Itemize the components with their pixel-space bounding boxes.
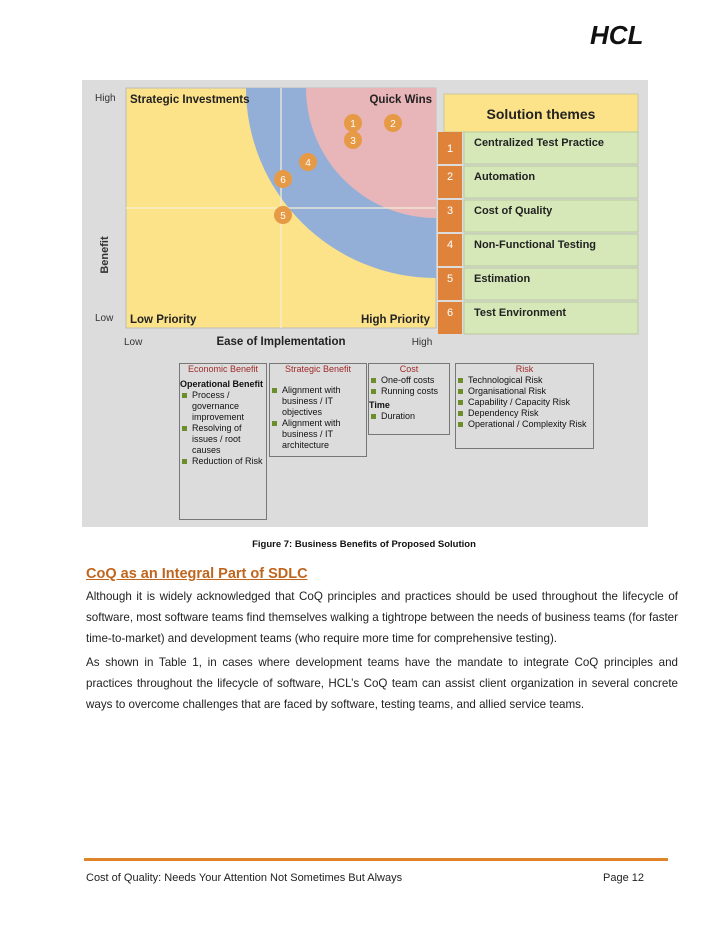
operational-benefit-label: Operational Benefit — [180, 379, 264, 389]
theme-row-4 — [438, 234, 638, 266]
svg-text:1: 1 — [446, 143, 454, 155]
list-item: Running costs — [369, 386, 449, 397]
list-item: Alignment with business / IT objectives — [270, 385, 366, 418]
svg-text:4: 4 — [446, 239, 454, 251]
list-item: Organisational Risk — [456, 386, 593, 397]
theme-row-1 — [438, 132, 638, 164]
business-benefits-figure — [82, 80, 648, 527]
svg-text:3: 3 — [350, 136, 356, 147]
svg-text:1: 1 — [350, 119, 356, 130]
list-item: Dependency Risk — [456, 408, 593, 419]
x-axis-title: Ease of Implementation — [216, 336, 346, 348]
risk-box — [455, 363, 594, 449]
svg-text:4: 4 — [305, 158, 311, 169]
y-axis-title: Benefit — [99, 236, 111, 274]
svg-text:Non-Functional Testing: Non-Functional Testing — [474, 239, 597, 251]
marker-3 — [344, 131, 362, 149]
marker-6 — [274, 170, 292, 188]
economic-benefit-title: Economic Benefit — [187, 364, 259, 374]
strategic-benefit-title: Strategic Benefit — [284, 364, 352, 374]
quadrant-quick-wins: Quick Wins — [369, 94, 432, 106]
marker-1 — [344, 114, 362, 132]
marker-5 — [274, 206, 292, 224]
figure-caption: Figure 7: Business Benefits of Proposed Solution — [252, 539, 476, 550]
footer-title: Cost of Quality: Needs Your Attention Not Sometimes But Always — [86, 872, 403, 884]
list-item: Capability / Capacity Risk — [456, 397, 593, 408]
quadrant-low-priority: Low Priority — [130, 314, 197, 326]
quadrant-strategic-investments: Strategic Investments — [130, 94, 250, 106]
themes-title: Solution themes — [486, 106, 596, 122]
quadrant-high-priority: High Priority — [360, 314, 430, 326]
list-item: Duration — [369, 411, 449, 422]
theme-row-5 — [438, 268, 638, 300]
svg-text:5: 5 — [446, 273, 454, 285]
list-item: Operational / Complexity Risk — [456, 419, 593, 430]
logo-text: HCL — [590, 22, 644, 48]
footer-divider — [84, 858, 668, 861]
svg-text:Centralized Test Practice: Centralized Test Practice — [474, 137, 605, 149]
list-item: Technological Risk — [456, 375, 593, 386]
strategic-benefit-box — [269, 363, 367, 457]
list-item: Process / governance improvement — [180, 390, 266, 423]
cost-title: Cost — [399, 364, 419, 374]
paragraph-1: Although it is widely acknowledged that CoQ principles and practices should be used throughout the lifecycle of software, most software teams find themselves walking a tightrope between the needs of business teams (for faster time-to-market) and development teams (who require more time for comprehensive testing). — [86, 590, 678, 645]
marker-4 — [299, 153, 317, 171]
svg-text:Test Environment: Test Environment — [474, 307, 567, 319]
theme-row-6 — [438, 302, 638, 334]
y-axis-low: Low — [95, 313, 114, 324]
page-number: Page 12 — [603, 872, 644, 884]
svg-text:2: 2 — [446, 171, 454, 183]
theme-row-3 — [438, 200, 638, 232]
x-axis-high: High — [411, 337, 433, 348]
list-item: Resolving of issues / root causes — [180, 423, 266, 456]
svg-text:6: 6 — [446, 307, 454, 319]
risk-title: Risk — [515, 364, 534, 374]
svg-text:3: 3 — [446, 205, 454, 217]
svg-text:5: 5 — [280, 211, 286, 222]
theme-row-2 — [438, 166, 638, 198]
list-item: Reduction of Risk — [180, 456, 266, 467]
time-label: Time — [369, 400, 390, 410]
x-axis-low: Low — [124, 337, 143, 348]
y-axis-high: High — [95, 93, 116, 104]
section-heading: CoQ as an Integral Part of SDLC — [86, 566, 308, 582]
benefit-matrix-diagram — [82, 80, 648, 527]
paragraph-2: As shown in Table 1, in cases where development teams have the mandate to integrate CoQ principles and practices throughout the lifecycle of software, HCL’s CoQ team can assist client organization in several concrete ways to overcome challenges that are faced by software, testing teams, and allied service teams. — [86, 656, 678, 711]
cost-box — [368, 363, 450, 435]
marker-2 — [384, 114, 402, 132]
list-item: Alignment with business / IT architecture — [270, 418, 366, 451]
hcl-logo — [588, 22, 706, 48]
economic-benefit-box — [179, 363, 267, 520]
svg-text:6: 6 — [280, 175, 286, 186]
svg-text:Automation: Automation — [474, 171, 536, 183]
list-item: One-off costs — [369, 375, 449, 386]
svg-text:Estimation: Estimation — [474, 273, 531, 285]
svg-text:Cost of Quality: Cost of Quality — [474, 205, 553, 217]
svg-text:2: 2 — [390, 119, 396, 130]
